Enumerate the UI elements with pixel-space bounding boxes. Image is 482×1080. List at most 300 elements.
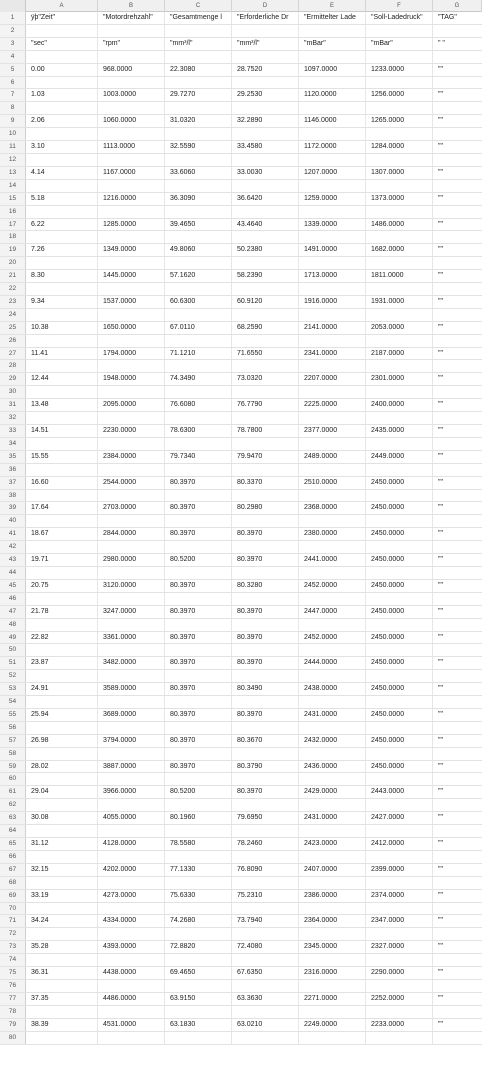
cell-d[interactable]: [232, 438, 299, 450]
cell-g[interactable]: [433, 77, 480, 89]
cell-f[interactable]: 2399.0000: [366, 864, 433, 876]
cell-b[interactable]: [98, 490, 165, 502]
cell-a[interactable]: [26, 257, 98, 269]
cell-d[interactable]: [232, 799, 299, 811]
row-header[interactable]: 21: [0, 270, 26, 282]
cell-g[interactable]: [433, 412, 480, 424]
cell-a[interactable]: 9.34: [26, 296, 98, 308]
cell-a[interactable]: 10.38: [26, 322, 98, 334]
cell-a[interactable]: 5.18: [26, 193, 98, 205]
cell-d[interactable]: 80.3970: [232, 786, 299, 798]
cell-b[interactable]: 3482.0000: [98, 657, 165, 669]
cell-d[interactable]: [232, 51, 299, 63]
cell-g[interactable]: [433, 748, 480, 760]
cell-b[interactable]: 3887.0000: [98, 761, 165, 773]
row-header[interactable]: 27: [0, 348, 26, 360]
cell-e[interactable]: [299, 206, 366, 218]
cell-f[interactable]: [366, 644, 433, 656]
cell-b[interactable]: [98, 25, 165, 37]
cell-c[interactable]: 36.3090: [165, 193, 232, 205]
cell-g[interactable]: [433, 51, 480, 63]
cell-e[interactable]: [299, 464, 366, 476]
cell-c[interactable]: 39.4650: [165, 219, 232, 231]
cell-b[interactable]: 1060.0000: [98, 115, 165, 127]
cell-d[interactable]: "mm³/l": [232, 38, 299, 50]
cell-c[interactable]: [165, 619, 232, 631]
cell-f[interactable]: 2443.0000: [366, 786, 433, 798]
cell-e[interactable]: [299, 154, 366, 166]
row-header[interactable]: 38: [0, 490, 26, 502]
cell-f[interactable]: [366, 670, 433, 682]
cell-f[interactable]: [366, 102, 433, 114]
cell-a[interactable]: 35.28: [26, 941, 98, 953]
cell-f[interactable]: [366, 25, 433, 37]
cell-d[interactable]: 80.3370: [232, 477, 299, 489]
cell-a[interactable]: [26, 748, 98, 760]
cell-e[interactable]: [299, 877, 366, 889]
cell-b[interactable]: [98, 283, 165, 295]
cell-b[interactable]: [98, 619, 165, 631]
cell-b[interactable]: 1285.0000: [98, 219, 165, 231]
cell-f[interactable]: [366, 722, 433, 734]
cell-g[interactable]: [433, 954, 480, 966]
cell-g[interactable]: [433, 128, 480, 140]
cell-e[interactable]: 2447.0000: [299, 606, 366, 618]
row-header[interactable]: 46: [0, 593, 26, 605]
cell-f[interactable]: [366, 154, 433, 166]
cell-e[interactable]: 2441.0000: [299, 554, 366, 566]
cell-f[interactable]: [366, 412, 433, 424]
row-header[interactable]: 11: [0, 141, 26, 153]
cell-a[interactable]: 29.04: [26, 786, 98, 798]
row-header[interactable]: 49: [0, 632, 26, 644]
row-header[interactable]: 2: [0, 25, 26, 37]
cell-f[interactable]: [366, 77, 433, 89]
cell-c[interactable]: 32.5590: [165, 141, 232, 153]
row-header[interactable]: 41: [0, 528, 26, 540]
cell-f[interactable]: 2450.0000: [366, 554, 433, 566]
cell-d[interactable]: 78.7800: [232, 425, 299, 437]
cell-e[interactable]: 1120.0000: [299, 89, 366, 101]
cell-b[interactable]: 1445.0000: [98, 270, 165, 282]
cell-a[interactable]: 4.14: [26, 167, 98, 179]
cell-b[interactable]: 1948.0000: [98, 373, 165, 385]
select-all-corner[interactable]: [0, 0, 26, 12]
cell-b[interactable]: [98, 851, 165, 863]
row-header[interactable]: 42: [0, 541, 26, 553]
cell-b[interactable]: 2230.0000: [98, 425, 165, 437]
cell-a[interactable]: 36.31: [26, 967, 98, 979]
cell-b[interactable]: [98, 412, 165, 424]
cell-g[interactable]: "": [438, 762, 443, 770]
cell-f[interactable]: [366, 903, 433, 915]
row-header[interactable]: 57: [0, 735, 26, 747]
cell-b[interactable]: [98, 954, 165, 966]
cell-d[interactable]: 28.7520: [232, 64, 299, 76]
row-header[interactable]: 13: [0, 167, 26, 179]
cell-e[interactable]: [299, 954, 366, 966]
row-header[interactable]: 79: [0, 1019, 26, 1031]
row-header[interactable]: 78: [0, 1006, 26, 1018]
cell-e[interactable]: 2386.0000: [299, 890, 366, 902]
cell-f[interactable]: 2450.0000: [366, 477, 433, 489]
row-header[interactable]: 19: [0, 244, 26, 256]
cell-b[interactable]: 1216.0000: [98, 193, 165, 205]
cell-a[interactable]: [26, 231, 98, 243]
cell-g[interactable]: [433, 335, 480, 347]
cell-c[interactable]: 80.3970: [165, 580, 232, 592]
cell-g[interactable]: [433, 25, 480, 37]
cell-e[interactable]: 2423.0000: [299, 838, 366, 850]
cell-b[interactable]: [98, 773, 165, 785]
row-header[interactable]: 60: [0, 773, 26, 785]
cell-f[interactable]: 2450.0000: [366, 502, 433, 514]
cell-c[interactable]: [165, 515, 232, 527]
cell-d[interactable]: [232, 748, 299, 760]
cell-c[interactable]: [165, 412, 232, 424]
cell-g[interactable]: "": [438, 349, 443, 357]
cell-d[interactable]: [232, 928, 299, 940]
cell-e[interactable]: 1259.0000: [299, 193, 366, 205]
cell-c[interactable]: [165, 773, 232, 785]
cell-d[interactable]: [232, 1006, 299, 1018]
cell-f[interactable]: [366, 773, 433, 785]
cell-f[interactable]: 2449.0000: [366, 451, 433, 463]
cell-a[interactable]: 21.78: [26, 606, 98, 618]
cell-g[interactable]: "": [438, 272, 443, 280]
cell-b[interactable]: 1113.0000: [98, 141, 165, 153]
row-header[interactable]: 74: [0, 954, 26, 966]
cell-b[interactable]: 4393.0000: [98, 941, 165, 953]
cell-f[interactable]: 1373.0000: [366, 193, 433, 205]
cell-f[interactable]: 2450.0000: [366, 761, 433, 773]
cell-b[interactable]: [98, 309, 165, 321]
cell-f[interactable]: [366, 438, 433, 450]
cell-f[interactable]: [366, 257, 433, 269]
cell-d[interactable]: [232, 851, 299, 863]
cell-e[interactable]: 1916.0000: [299, 296, 366, 308]
cell-d[interactable]: 80.3670: [232, 735, 299, 747]
cell-b[interactable]: 4055.0000: [98, 812, 165, 824]
cell-g[interactable]: [433, 903, 480, 915]
cell-g[interactable]: "": [438, 865, 443, 873]
row-header[interactable]: 61: [0, 786, 26, 798]
cell-e[interactable]: 2489.0000: [299, 451, 366, 463]
cell-g[interactable]: "TAG": [438, 14, 457, 21]
cell-b[interactable]: 4334.0000: [98, 915, 165, 927]
cell-f[interactable]: [366, 799, 433, 811]
cell-a[interactable]: 30.08: [26, 812, 98, 824]
cell-d[interactable]: 50.2380: [232, 244, 299, 256]
cell-a[interactable]: 7.26: [26, 244, 98, 256]
cell-d[interactable]: [232, 619, 299, 631]
cell-b[interactable]: 2384.0000: [98, 451, 165, 463]
cell-b[interactable]: 3247.0000: [98, 606, 165, 618]
cell-d[interactable]: [232, 180, 299, 192]
cell-c[interactable]: 31.0320: [165, 115, 232, 127]
cell-f[interactable]: 2327.0000: [366, 941, 433, 953]
cell-c[interactable]: 77.1330: [165, 864, 232, 876]
row-header[interactable]: 5: [0, 64, 26, 76]
cell-e[interactable]: 2341.0000: [299, 348, 366, 360]
cell-a[interactable]: 8.30: [26, 270, 98, 282]
cell-c[interactable]: [165, 541, 232, 553]
cell-g[interactable]: [433, 722, 480, 734]
cell-d[interactable]: 80.3970: [232, 528, 299, 540]
cell-f[interactable]: [366, 851, 433, 863]
cell-c[interactable]: 80.3970: [165, 502, 232, 514]
cell-b[interactable]: [98, 438, 165, 450]
cell-e[interactable]: [299, 128, 366, 140]
cell-e[interactable]: [299, 25, 366, 37]
cell-d[interactable]: 80.3970: [232, 657, 299, 669]
cell-f[interactable]: [366, 386, 433, 398]
cell-d[interactable]: 80.3970: [232, 606, 299, 618]
cell-a[interactable]: [26, 360, 98, 372]
cell-b[interactable]: [98, 51, 165, 63]
cell-c[interactable]: [165, 1032, 232, 1044]
cell-c[interactable]: 78.5580: [165, 838, 232, 850]
cell-e[interactable]: "Ermittelter Lade: [299, 12, 366, 24]
cell-f[interactable]: "Soll-Ladedruck": [366, 12, 433, 24]
cell-c[interactable]: 67.0110: [165, 322, 232, 334]
cell-b[interactable]: "rpm": [98, 38, 165, 50]
cell-e[interactable]: "mBar": [299, 38, 366, 50]
cell-e[interactable]: [299, 773, 366, 785]
cell-d[interactable]: [232, 128, 299, 140]
cell-e[interactable]: 2452.0000: [299, 632, 366, 644]
cell-g[interactable]: [433, 490, 480, 502]
cell-e[interactable]: [299, 515, 366, 527]
cell-a[interactable]: [26, 77, 98, 89]
cell-c[interactable]: [165, 51, 232, 63]
cell-f[interactable]: 2450.0000: [366, 632, 433, 644]
cell-b[interactable]: [98, 128, 165, 140]
row-header[interactable]: 9: [0, 115, 26, 127]
cell-e[interactable]: 2141.0000: [299, 322, 366, 334]
cell-g[interactable]: [433, 619, 480, 631]
cell-f[interactable]: 2400.0000: [366, 399, 433, 411]
row-header[interactable]: 77: [0, 993, 26, 1005]
cell-a[interactable]: [26, 644, 98, 656]
cell-d[interactable]: 80.3970: [232, 709, 299, 721]
cell-e[interactable]: [299, 102, 366, 114]
cell-b[interactable]: 4486.0000: [98, 993, 165, 1005]
cell-f[interactable]: [366, 928, 433, 940]
cell-f[interactable]: [366, 954, 433, 966]
cell-c[interactable]: 80.5200: [165, 554, 232, 566]
row-header[interactable]: 58: [0, 748, 26, 760]
cell-e[interactable]: [299, 593, 366, 605]
cell-e[interactable]: [299, 77, 366, 89]
row-header[interactable]: 80: [0, 1032, 26, 1044]
cell-a[interactable]: [26, 773, 98, 785]
cell-e[interactable]: [299, 309, 366, 321]
cell-c[interactable]: [165, 593, 232, 605]
cell-a[interactable]: [26, 954, 98, 966]
cell-c[interactable]: [165, 490, 232, 502]
row-header[interactable]: 45: [0, 580, 26, 592]
cell-a[interactable]: 26.98: [26, 735, 98, 747]
cell-g[interactable]: [433, 438, 480, 450]
cell-f[interactable]: 1307.0000: [366, 167, 433, 179]
cell-g[interactable]: "": [438, 1020, 443, 1028]
cell-a[interactable]: [26, 593, 98, 605]
cell-f[interactable]: [366, 1032, 433, 1044]
cell-a[interactable]: 23.87: [26, 657, 98, 669]
cell-d[interactable]: [232, 77, 299, 89]
cell-d[interactable]: 80.2980: [232, 502, 299, 514]
cell-d[interactable]: 79.6950: [232, 812, 299, 824]
cell-d[interactable]: [232, 696, 299, 708]
cell-a[interactable]: ÿþ"Zeit": [26, 12, 98, 24]
cell-d[interactable]: [232, 490, 299, 502]
cell-c[interactable]: [165, 644, 232, 656]
cell-e[interactable]: [299, 825, 366, 837]
cell-a[interactable]: 1.03: [26, 89, 98, 101]
cell-c[interactable]: 71.1210: [165, 348, 232, 360]
cell-b[interactable]: [98, 1006, 165, 1018]
cell-b[interactable]: 4202.0000: [98, 864, 165, 876]
cell-f[interactable]: [366, 748, 433, 760]
cell-e[interactable]: [299, 903, 366, 915]
cell-a[interactable]: 17.64: [26, 502, 98, 514]
cell-a[interactable]: 12.44: [26, 373, 98, 385]
cell-f[interactable]: 1682.0000: [366, 244, 433, 256]
cell-a[interactable]: [26, 722, 98, 734]
cell-d[interactable]: 80.3280: [232, 580, 299, 592]
cell-g[interactable]: "": [438, 994, 443, 1002]
row-header[interactable]: 63: [0, 812, 26, 824]
cell-a[interactable]: 18.67: [26, 528, 98, 540]
cell-c[interactable]: 80.3970: [165, 657, 232, 669]
cell-b[interactable]: 3120.0000: [98, 580, 165, 592]
cell-e[interactable]: [299, 851, 366, 863]
cell-c[interactable]: [165, 670, 232, 682]
cell-d[interactable]: 78.2460: [232, 838, 299, 850]
cell-c[interactable]: [165, 928, 232, 940]
cell-c[interactable]: 63.1830: [165, 1019, 232, 1031]
row-header[interactable]: 22: [0, 283, 26, 295]
cell-g[interactable]: [433, 877, 480, 889]
cell-f[interactable]: 2233.0000: [366, 1019, 433, 1031]
cell-f[interactable]: 2435.0000: [366, 425, 433, 437]
cell-e[interactable]: 2452.0000: [299, 580, 366, 592]
cell-a[interactable]: [26, 670, 98, 682]
cell-g[interactable]: "": [438, 246, 443, 254]
cell-c[interactable]: 76.6080: [165, 399, 232, 411]
cell-e[interactable]: [299, 799, 366, 811]
cell-g[interactable]: [433, 180, 480, 192]
row-header[interactable]: 69: [0, 890, 26, 902]
cell-e[interactable]: 1713.0000: [299, 270, 366, 282]
row-header[interactable]: 14: [0, 180, 26, 192]
cell-d[interactable]: 43.4640: [232, 219, 299, 231]
cell-c[interactable]: 80.3970: [165, 761, 232, 773]
cell-a[interactable]: [26, 799, 98, 811]
cell-e[interactable]: 2271.0000: [299, 993, 366, 1005]
cell-g[interactable]: [433, 825, 480, 837]
row-header[interactable]: 47: [0, 606, 26, 618]
cell-g[interactable]: "": [438, 117, 443, 125]
cell-a[interactable]: [26, 619, 98, 631]
cell-c[interactable]: 60.6300: [165, 296, 232, 308]
cell-d[interactable]: 73.7940: [232, 915, 299, 927]
row-header[interactable]: 30: [0, 386, 26, 398]
cell-g[interactable]: [433, 360, 480, 372]
cell-a[interactable]: [26, 438, 98, 450]
row-header[interactable]: 10: [0, 128, 26, 140]
cell-b[interactable]: [98, 567, 165, 579]
cell-e[interactable]: 2316.0000: [299, 967, 366, 979]
cell-g[interactable]: "": [438, 633, 443, 641]
cell-f[interactable]: 1811.0000: [366, 270, 433, 282]
row-header[interactable]: 33: [0, 425, 26, 437]
cell-e[interactable]: 1172.0000: [299, 141, 366, 153]
cell-e[interactable]: [299, 438, 366, 450]
row-header[interactable]: 51: [0, 657, 26, 669]
cell-f[interactable]: 2450.0000: [366, 709, 433, 721]
cell-d[interactable]: 76.7790: [232, 399, 299, 411]
cell-d[interactable]: [232, 154, 299, 166]
cell-g[interactable]: [433, 1032, 480, 1044]
row-header[interactable]: 8: [0, 102, 26, 114]
cell-c[interactable]: 22.3080: [165, 64, 232, 76]
cell-d[interactable]: [232, 206, 299, 218]
cell-a[interactable]: [26, 102, 98, 114]
cell-a[interactable]: [26, 412, 98, 424]
cell-a[interactable]: [26, 877, 98, 889]
row-header[interactable]: 3: [0, 38, 26, 50]
cell-b[interactable]: "Motordrehzahl": [98, 12, 165, 24]
row-header[interactable]: 52: [0, 670, 26, 682]
cell-e[interactable]: 2436.0000: [299, 761, 366, 773]
row-header[interactable]: 72: [0, 928, 26, 940]
cell-c[interactable]: 49.8060: [165, 244, 232, 256]
row-header[interactable]: 66: [0, 851, 26, 863]
cell-c[interactable]: "mm³/l": [165, 38, 232, 50]
cell-d[interactable]: [232, 903, 299, 915]
cell-a[interactable]: [26, 283, 98, 295]
row-header[interactable]: 16: [0, 206, 26, 218]
cell-f[interactable]: 1233.0000: [366, 64, 433, 76]
cell-e[interactable]: 2510.0000: [299, 477, 366, 489]
cell-e[interactable]: 1339.0000: [299, 219, 366, 231]
cell-b[interactable]: [98, 464, 165, 476]
cell-c[interactable]: [165, 851, 232, 863]
cell-b[interactable]: 1003.0000: [98, 89, 165, 101]
cell-d[interactable]: 79.9470: [232, 451, 299, 463]
row-header[interactable]: 48: [0, 619, 26, 631]
row-header[interactable]: 31: [0, 399, 26, 411]
cell-b[interactable]: 2703.0000: [98, 502, 165, 514]
cell-f[interactable]: [366, 541, 433, 553]
cell-c[interactable]: 80.3970: [165, 477, 232, 489]
cell-b[interactable]: [98, 980, 165, 992]
cell-c[interactable]: [165, 954, 232, 966]
cell-c[interactable]: [165, 438, 232, 450]
cell-g[interactable]: [433, 464, 480, 476]
cell-e[interactable]: [299, 541, 366, 553]
cell-e[interactable]: [299, 180, 366, 192]
cell-b[interactable]: [98, 825, 165, 837]
cell-d[interactable]: [232, 231, 299, 243]
cell-d[interactable]: 72.4080: [232, 941, 299, 953]
cell-c[interactable]: 80.3970: [165, 606, 232, 618]
cell-a[interactable]: [26, 541, 98, 553]
cell-g[interactable]: "": [438, 530, 443, 538]
cell-g[interactable]: "": [438, 375, 443, 383]
